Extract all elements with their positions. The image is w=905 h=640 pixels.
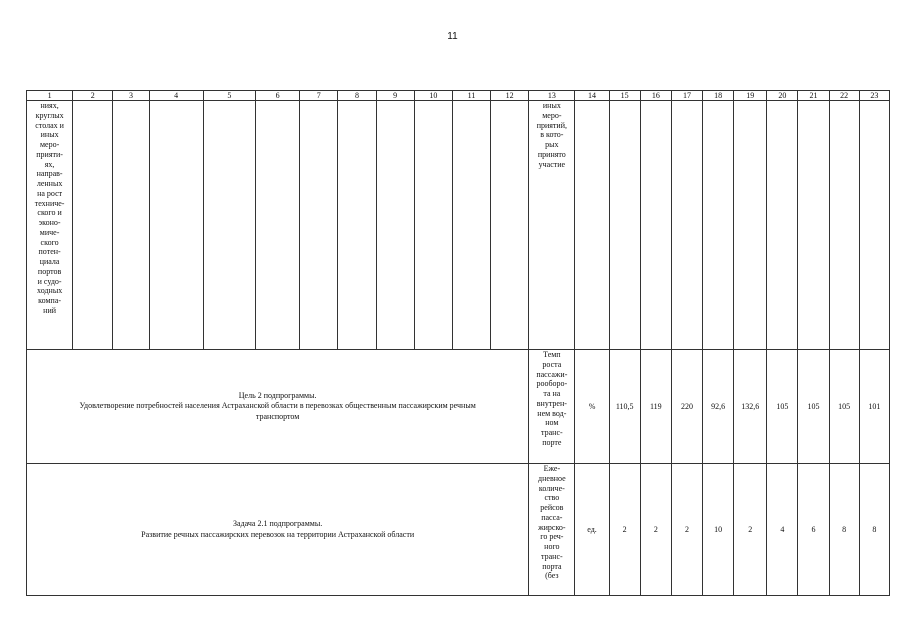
- empty-cell: [671, 101, 702, 350]
- value-cell: 101: [859, 350, 889, 464]
- empty-cell: [491, 101, 529, 350]
- column-header: 5: [203, 91, 255, 101]
- empty-cell: [300, 101, 338, 350]
- empty-cell: [376, 101, 414, 350]
- column-header: 9: [376, 91, 414, 101]
- empty-cell: [734, 101, 767, 350]
- column-header: 23: [859, 91, 889, 101]
- table-row: [27, 101, 890, 350]
- empty-cell: [452, 101, 490, 350]
- empty-cell: [859, 101, 889, 350]
- value-cell: 132,6: [734, 350, 767, 464]
- empty-cell: [338, 101, 376, 350]
- column-header: 21: [798, 91, 829, 101]
- empty-cell: [767, 101, 798, 350]
- column-header: 19: [734, 91, 767, 101]
- column-header: 8: [338, 91, 376, 101]
- value-cell: 105: [829, 350, 859, 464]
- value-cell: 4: [767, 464, 798, 596]
- empty-cell: [149, 101, 203, 350]
- value-cell: 2: [671, 464, 702, 596]
- empty-cell: [256, 101, 300, 350]
- event-description-cell: ниях, круглых столах и иных меро- прияти- ях, направ- ленных на рост техниче- ского и эконо- миче- ского потен- циала портов и судо- ходных компа- ний: [27, 101, 73, 350]
- table-row: [27, 464, 890, 596]
- column-header: 2: [73, 91, 113, 101]
- empty-cell: [798, 101, 829, 350]
- header-row: [27, 91, 890, 101]
- column-header: 20: [767, 91, 798, 101]
- value-cell: 119: [640, 350, 671, 464]
- value-cell: 8: [859, 464, 889, 596]
- column-header: 17: [671, 91, 702, 101]
- value-cell: 8: [829, 464, 859, 596]
- goal-cell: Цель 2 подпрограммы. Удовлетворение потребностей населения Астраханской области в перевозках общественным пассажирским речным транспортом: [27, 350, 529, 464]
- value-cell: 6: [798, 464, 829, 596]
- empty-cell: [113, 101, 149, 350]
- value-cell: 2: [640, 464, 671, 596]
- empty-cell: [203, 101, 255, 350]
- value-cell: 105: [798, 350, 829, 464]
- empty-cell: [640, 101, 671, 350]
- column-header: 15: [609, 91, 640, 101]
- value-cell: 2: [734, 464, 767, 596]
- empty-cell: [829, 101, 859, 350]
- value-cell: 2: [609, 464, 640, 596]
- indicators-table: [26, 90, 890, 596]
- column-header: 6: [256, 91, 300, 101]
- column-header: 14: [575, 91, 609, 101]
- value-cell: 92,6: [703, 350, 734, 464]
- empty-cell: [609, 101, 640, 350]
- column-header: 22: [829, 91, 859, 101]
- empty-cell: [703, 101, 734, 350]
- column-header: 13: [529, 91, 575, 101]
- column-header: 10: [414, 91, 452, 101]
- unit-cell: ед.: [575, 464, 609, 596]
- indicator-cell: Еже- дневное количе- ство рейсов пасса- жирско- го реч- ного транс- порта (без: [529, 464, 575, 596]
- empty-cell: [575, 101, 609, 350]
- column-header: 16: [640, 91, 671, 101]
- indicator-cell: Темп роста пассажи- рооборо- та на внутрен- нем вод- ном транс- порте: [529, 350, 575, 464]
- indicator-cell: иных меро- приятий, в кото- рых принято участие: [529, 101, 575, 350]
- column-header: 1: [27, 91, 73, 101]
- value-cell: 105: [767, 350, 798, 464]
- column-header: 3: [113, 91, 149, 101]
- value-cell: 10: [703, 464, 734, 596]
- page-number: 11: [447, 31, 458, 42]
- column-header: 7: [300, 91, 338, 101]
- column-header: 4: [149, 91, 203, 101]
- empty-cell: [414, 101, 452, 350]
- empty-cell: [73, 101, 113, 350]
- value-cell: 220: [671, 350, 702, 464]
- value-cell: 110,5: [609, 350, 640, 464]
- task-cell: Задача 2.1 подпрограммы. Развитие речных пассажирских перевозок на территории Астраханской области: [27, 464, 529, 596]
- column-header: 18: [703, 91, 734, 101]
- column-header: 12: [491, 91, 529, 101]
- table-row: [27, 350, 890, 464]
- unit-cell: %: [575, 350, 609, 464]
- column-header: 11: [452, 91, 490, 101]
